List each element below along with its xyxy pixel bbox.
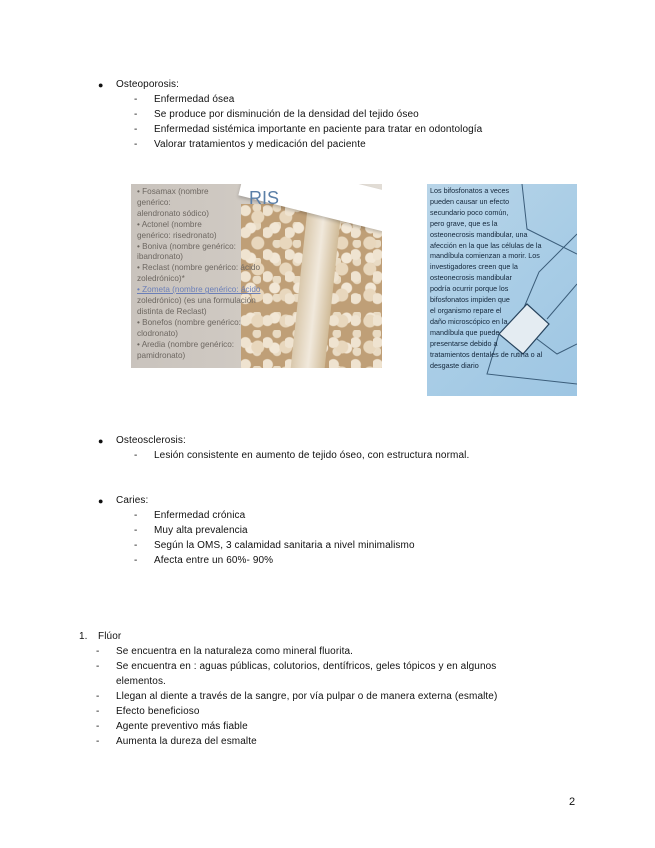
osteoporosis-item: Enfermedad sistémica importante en paciente para tratar en odontología bbox=[154, 124, 483, 135]
dash-marker: - bbox=[96, 706, 100, 717]
fluor-item: Aumenta la dureza del esmalte bbox=[116, 736, 257, 747]
fluor-number: 1. bbox=[79, 631, 88, 642]
drug-list-line: • Fosamax (nombre bbox=[137, 187, 209, 196]
dash-marker: - bbox=[96, 736, 100, 747]
caries-title: Caries: bbox=[116, 495, 149, 506]
bisphosphonates-list-image bbox=[131, 184, 382, 368]
fluor-item: Se encuentra en : aguas públicas, colutorios, dentífricos, geles tópicos y en algunos bbox=[116, 661, 497, 672]
dash-marker: - bbox=[134, 94, 138, 105]
fluor-title: Flúor bbox=[98, 631, 122, 642]
dash-marker: - bbox=[134, 510, 138, 521]
fluor-item: Se encuentra en la naturaleza como mineral fluorita. bbox=[116, 646, 353, 657]
bullet-marker: ● bbox=[98, 436, 104, 446]
caries-item: Afecta entre un 60%- 90% bbox=[154, 555, 274, 566]
caries-item: Enfermedad crónica bbox=[154, 510, 246, 521]
fluor-item: Agente preventivo más fiable bbox=[116, 721, 248, 732]
caption-line: secundario poco común, bbox=[430, 207, 509, 217]
caption-line: presentarse debido a bbox=[430, 338, 498, 348]
fluor-item: Llegan al diente a través de la sangre, por vía pulpar o de manera externa (esmalte) bbox=[116, 691, 498, 702]
caption-line: desgaste diario bbox=[430, 360, 479, 370]
drug-list-line: • Reclast (nombre genérico: ácido bbox=[137, 263, 261, 273]
caption-line: osteonecrosis mandibular bbox=[430, 273, 512, 283]
drug-list-line: clodronato) bbox=[137, 328, 178, 338]
osteoporosis-item: Enfermedad ósea bbox=[154, 94, 235, 105]
drug-list-line: • Boniva (nombre genérico: bbox=[137, 241, 236, 251]
drug-list-line: • Bonefos (nombre genérico: bbox=[137, 317, 241, 327]
dash-marker: - bbox=[96, 721, 100, 732]
caption-line: Los bifosfonatos a veces bbox=[430, 186, 510, 195]
drug-list-line: distinta de Reclast) bbox=[137, 306, 207, 316]
osteonecrosis-info-image bbox=[427, 184, 577, 396]
caption-line: tratamientos dentales de rutina o al bbox=[430, 349, 543, 359]
dash-marker: - bbox=[134, 124, 138, 135]
osteoporosis-item: Valorar tratamientos y medicación del paciente bbox=[154, 139, 366, 150]
drug-list-line: genérico: risedronato) bbox=[137, 230, 217, 240]
osteonecrosis-caption bbox=[430, 186, 542, 371]
dash-marker: - bbox=[96, 646, 100, 657]
drug-list-line: zoledrónico) (es una formulación bbox=[137, 296, 256, 306]
dash-marker: - bbox=[134, 555, 138, 566]
caption-line: investigadores creen que la bbox=[430, 262, 518, 272]
caption-line: mandíbula comienzan a morir. Los bbox=[430, 251, 540, 261]
drug-list-line: alendronato sódico) bbox=[137, 208, 209, 218]
osteoporosis-item: Se produce por disminución de la densidad del tejido óseo bbox=[154, 109, 419, 120]
drug-list-line: • Actonel (nombre bbox=[137, 219, 202, 229]
caption-line: afección en la que las células de la bbox=[430, 240, 542, 250]
caries-item: Muy alta prevalencia bbox=[154, 525, 248, 536]
fluor-item: Efecto beneficioso bbox=[116, 706, 200, 717]
drug-list-line: genérico: bbox=[137, 197, 171, 207]
drug-list-line: • Aredia (nombre genérico: bbox=[137, 339, 235, 349]
caption-line: osteonecrosis mandibular, una bbox=[430, 229, 528, 239]
caption-line: daño microscópico en la bbox=[430, 316, 508, 326]
dash-marker: - bbox=[134, 540, 138, 551]
caption-line: mandíbula que puede bbox=[430, 327, 500, 337]
drug-list-line: pamidronato) bbox=[137, 350, 186, 360]
dash-marker: - bbox=[96, 661, 100, 672]
osteoporosis-title: Osteoporosis: bbox=[116, 79, 179, 90]
label-card-text: RIS bbox=[249, 188, 280, 208]
caries-item: Según la OMS, 3 calamidad sanitaria a nivel minimalismo bbox=[154, 540, 415, 551]
fluor-item-continuation: elementos. bbox=[116, 676, 166, 687]
drug-list-line: ibandronato) bbox=[137, 252, 183, 262]
page-number: 2 bbox=[569, 796, 576, 808]
dash-marker: - bbox=[134, 450, 138, 461]
dash-marker: - bbox=[96, 691, 100, 702]
bullet-marker: ● bbox=[98, 496, 104, 506]
drug-list bbox=[137, 187, 260, 362]
drug-list-line: zoledrónico)* bbox=[137, 274, 185, 284]
caption-line: podría ocurrir porque los bbox=[430, 284, 509, 294]
bullet-marker: ● bbox=[98, 80, 104, 90]
osteosclerosis-title: Osteosclerosis: bbox=[116, 435, 186, 446]
caption-line: el organismo repare el bbox=[430, 305, 502, 315]
dash-marker: - bbox=[134, 139, 138, 150]
drug-list-line: • Zometa (nombre genérico: ácido bbox=[137, 285, 261, 295]
dash-marker: - bbox=[134, 525, 138, 536]
caption-line: pero grave, que es la bbox=[430, 218, 498, 228]
dash-marker: - bbox=[134, 109, 138, 120]
osteosclerosis-item: Lesión consistente en aumento de tejido óseo, con estructura normal. bbox=[154, 450, 470, 461]
caption-line: pueden causar un efecto bbox=[430, 196, 510, 206]
caption-line: bifosfonatos impiden que bbox=[430, 295, 510, 305]
